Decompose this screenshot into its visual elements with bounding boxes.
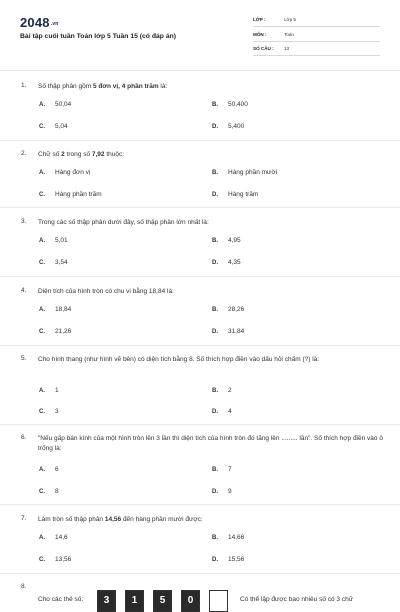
option-b[interactable]: B. 7 — [212, 466, 232, 473]
meta-grade: LỚP : Lớp 5 — [253, 15, 380, 27]
question-text: "Nếu gấp bán kính của một hình tròn lên 3 lần thì diện tích của hình tròn đó tăng lên ......... lần". Số thích hợp điền vào ô trống là: — [38, 435, 383, 452]
question-number: 6. — [21, 434, 27, 441]
option-c[interactable]: C. 8 — [39, 488, 59, 495]
question-number: 1. — [21, 82, 27, 89]
question-divider — [0, 424, 400, 425]
option-c[interactable]: C. 5,04 — [39, 123, 68, 130]
option-a[interactable]: A. 14,6 — [39, 534, 68, 541]
question-text: Diện tích của hình tròn có chu vi bằng 18,84 là: — [38, 288, 174, 295]
number-card-blank — [209, 590, 228, 612]
document-header — [0, 0, 400, 70]
document-title: Bài tập cuối tuần Toán lớp 5 Tuần 15 (có đáp án) — [20, 33, 177, 40]
option-b[interactable]: B. 2 — [212, 387, 232, 394]
option-d[interactable]: D. 31,84 — [212, 328, 245, 335]
option-c[interactable]: C. 3,54 — [39, 259, 68, 266]
question-divider — [0, 207, 400, 208]
option-a[interactable]: A. Hàng đơn vị — [39, 169, 91, 176]
question-text-continued: Có thể lập được bao nhiêu số có 3 chữ — [240, 596, 354, 603]
question-text: Làm tròn số thập phân 14,56 đến hàng phần mười được: — [38, 516, 203, 523]
option-b[interactable]: B. 28,26 — [212, 306, 245, 313]
question-text: Số thập phân gồm 5 đơn vị, 4 phần trăm là: — [38, 83, 168, 90]
question-divider — [0, 345, 400, 346]
question-number: 3. — [21, 218, 27, 225]
number-card: 0 — [181, 590, 200, 612]
question-number: 7. — [21, 515, 27, 522]
number-card: 5 — [153, 590, 172, 612]
meta-question-count: SỐ CÂU : 13 — [253, 44, 380, 56]
option-c[interactable]: C. 21,26 — [39, 328, 72, 335]
option-b[interactable]: B. Hàng phần mười — [212, 169, 278, 176]
option-b[interactable]: B. 50,400 — [212, 101, 248, 108]
question-divider — [0, 573, 400, 574]
option-d[interactable]: D. 15,56 — [212, 556, 245, 563]
option-d[interactable]: D. 9 — [212, 488, 232, 495]
option-a[interactable]: A. 6 — [39, 466, 59, 473]
question-text: Cho các thẻ số: — [38, 596, 84, 603]
option-b[interactable]: B. 4,95 — [212, 237, 241, 244]
question-number: 8. — [21, 583, 27, 590]
question-divider — [0, 140, 400, 141]
option-b[interactable]: B. 14,66 — [212, 534, 245, 541]
meta-subject: MÔN : Toán — [253, 30, 380, 42]
question-text: Cho hình thang (như hình vẽ bên) có diện tích bằng 8. Số thích hợp điền vào dấu hỏi chấm (?) là: — [38, 356, 320, 363]
option-c[interactable]: C. 3 — [39, 408, 59, 415]
option-a[interactable]: A. 18,84 — [39, 306, 72, 313]
question-number: 2. — [21, 150, 27, 157]
option-a[interactable]: A. 5,01 — [39, 237, 68, 244]
option-c[interactable]: C. 13,56 — [39, 556, 72, 563]
question-divider — [0, 504, 400, 505]
option-c[interactable]: C. Hàng phần trăm — [39, 191, 102, 198]
option-d[interactable]: D. 5,400 — [212, 123, 245, 130]
option-a[interactable]: A. 50,04 — [39, 101, 72, 108]
question-number: 5. — [21, 355, 27, 362]
question-text: Chữ số 2 trong số 7,92 thuộc: — [38, 151, 125, 158]
number-card: 3 — [97, 590, 116, 612]
number-card: 1 — [125, 590, 144, 612]
question-divider — [0, 276, 400, 277]
question-number: 4. — [21, 287, 27, 294]
site-logo[interactable]: 2048.vn — [20, 15, 59, 30]
option-d[interactable]: D. 4,35 — [212, 259, 241, 266]
option-a[interactable]: A. 1 — [39, 387, 59, 394]
option-d[interactable]: D. Hàng trăm — [212, 191, 259, 198]
question-text: Trong các số thập phân dưới đây, số thập phân lớn nhất là: — [38, 219, 209, 226]
option-d[interactable]: D. 4 — [212, 408, 232, 415]
header-divider — [0, 70, 400, 71]
